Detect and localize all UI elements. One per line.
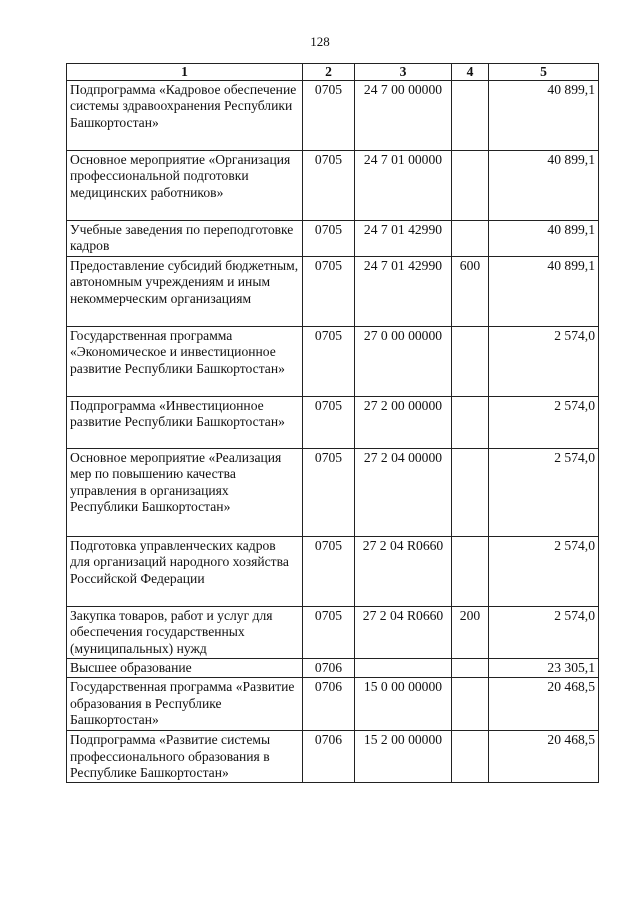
- row-amount: 2 574,0: [489, 607, 599, 659]
- column-header-amount: 5: [489, 64, 599, 81]
- row-amount: 40 899,1: [489, 257, 599, 327]
- row-name: Учебные заведения по переподготовке кадров: [67, 221, 303, 257]
- table-row: [67, 151, 599, 221]
- row-amount: 2 574,0: [489, 537, 599, 607]
- column-header-section: 2: [303, 64, 355, 81]
- table-row: [67, 327, 599, 397]
- table-row: [67, 221, 599, 257]
- row-target-code: 15 0 00 00000: [355, 678, 452, 731]
- row-expense-type: [452, 678, 489, 731]
- row-section-code: 0705: [303, 449, 355, 537]
- row-expense-type: [452, 81, 489, 151]
- row-amount: 40 899,1: [489, 221, 599, 257]
- row-amount: 2 574,0: [489, 449, 599, 537]
- table-row: [67, 81, 599, 151]
- row-target-code: [355, 659, 452, 678]
- row-target-code: 24 7 01 42990: [355, 257, 452, 327]
- row-name: Подпрограмма «Развитие системы профессионального образования в Республике Башкортостан»: [67, 731, 303, 783]
- row-expense-type: [452, 221, 489, 257]
- row-name: Высшее образование: [67, 659, 303, 678]
- column-header-target: 3: [355, 64, 452, 81]
- budget-table: [66, 63, 599, 783]
- row-expense-type: [452, 731, 489, 783]
- row-section-code: 0705: [303, 397, 355, 449]
- row-section-code: 0705: [303, 151, 355, 221]
- row-section-code: 0705: [303, 327, 355, 397]
- row-name: Основное мероприятие «Организация профессиональной подготовки медицинских работников»: [67, 151, 303, 221]
- row-target-code: 24 7 00 00000: [355, 81, 452, 151]
- row-section-code: 0705: [303, 537, 355, 607]
- row-target-code: 15 2 00 00000: [355, 731, 452, 783]
- row-target-code: 24 7 01 00000: [355, 151, 452, 221]
- row-section-code: 0706: [303, 659, 355, 678]
- column-header-type: 4: [452, 64, 489, 81]
- row-name: Подпрограмма «Инвестиционное развитие Республики Башкортостан»: [67, 397, 303, 449]
- row-target-code: 24 7 01 42990: [355, 221, 452, 257]
- table-row: [67, 607, 599, 659]
- row-name: Подпрограмма «Кадровое обеспечение системы здравоохранения Республики Башкортостан»: [67, 81, 303, 151]
- row-target-code: 27 2 04 00000: [355, 449, 452, 537]
- row-name: Государственная программа «Развитие образования в Республике Башкортостан»: [67, 678, 303, 731]
- row-amount: 20 468,5: [489, 731, 599, 783]
- table-row: [67, 659, 599, 678]
- row-name: Закупка товаров, работ и услуг для обеспечения государственных (муниципальных) нужд: [67, 607, 303, 659]
- row-expense-type: [452, 327, 489, 397]
- row-target-code: 27 0 00 00000: [355, 327, 452, 397]
- row-section-code: 0705: [303, 221, 355, 257]
- table-row: [67, 537, 599, 607]
- row-expense-type: [452, 449, 489, 537]
- table-row: [67, 678, 599, 731]
- row-name: Основное мероприятие «Реализация мер по повышению качества управления в организациях Республики Башкортостан»: [67, 449, 303, 537]
- row-name: Предоставление субсидий бюджетным, автономным учреждениям и иным некоммерческим организациям: [67, 257, 303, 327]
- row-name: Подготовка управленческих кадров для организаций народного хозяйства Российской Федерации: [67, 537, 303, 607]
- row-amount: 23 305,1: [489, 659, 599, 678]
- row-section-code: 0705: [303, 257, 355, 327]
- row-expense-type: 200: [452, 607, 489, 659]
- row-expense-type: [452, 659, 489, 678]
- row-section-code: 0705: [303, 607, 355, 659]
- row-amount: 20 468,5: [489, 678, 599, 731]
- column-header-name: 1: [67, 64, 303, 81]
- row-section-code: 0706: [303, 678, 355, 731]
- row-expense-type: [452, 397, 489, 449]
- row-amount: 40 899,1: [489, 151, 599, 221]
- table-header-row: [67, 64, 599, 81]
- row-target-code: 27 2 00 00000: [355, 397, 452, 449]
- row-amount: 2 574,0: [489, 327, 599, 397]
- row-target-code: 27 2 04 R0660: [355, 607, 452, 659]
- row-amount: 40 899,1: [489, 81, 599, 151]
- row-expense-type: 600: [452, 257, 489, 327]
- table-row: [67, 731, 599, 783]
- row-section-code: 0706: [303, 731, 355, 783]
- table-row: [67, 397, 599, 449]
- row-amount: 2 574,0: [489, 397, 599, 449]
- row-expense-type: [452, 151, 489, 221]
- row-section-code: 0705: [303, 81, 355, 151]
- row-expense-type: [452, 537, 489, 607]
- row-target-code: 27 2 04 R0660: [355, 537, 452, 607]
- row-name: Государственная программа «Экономическое и инвестиционное развитие Республики Башкортостан»: [67, 327, 303, 397]
- page-number: 128: [310, 34, 330, 49]
- table-row: [67, 449, 599, 537]
- table-row: [67, 257, 599, 327]
